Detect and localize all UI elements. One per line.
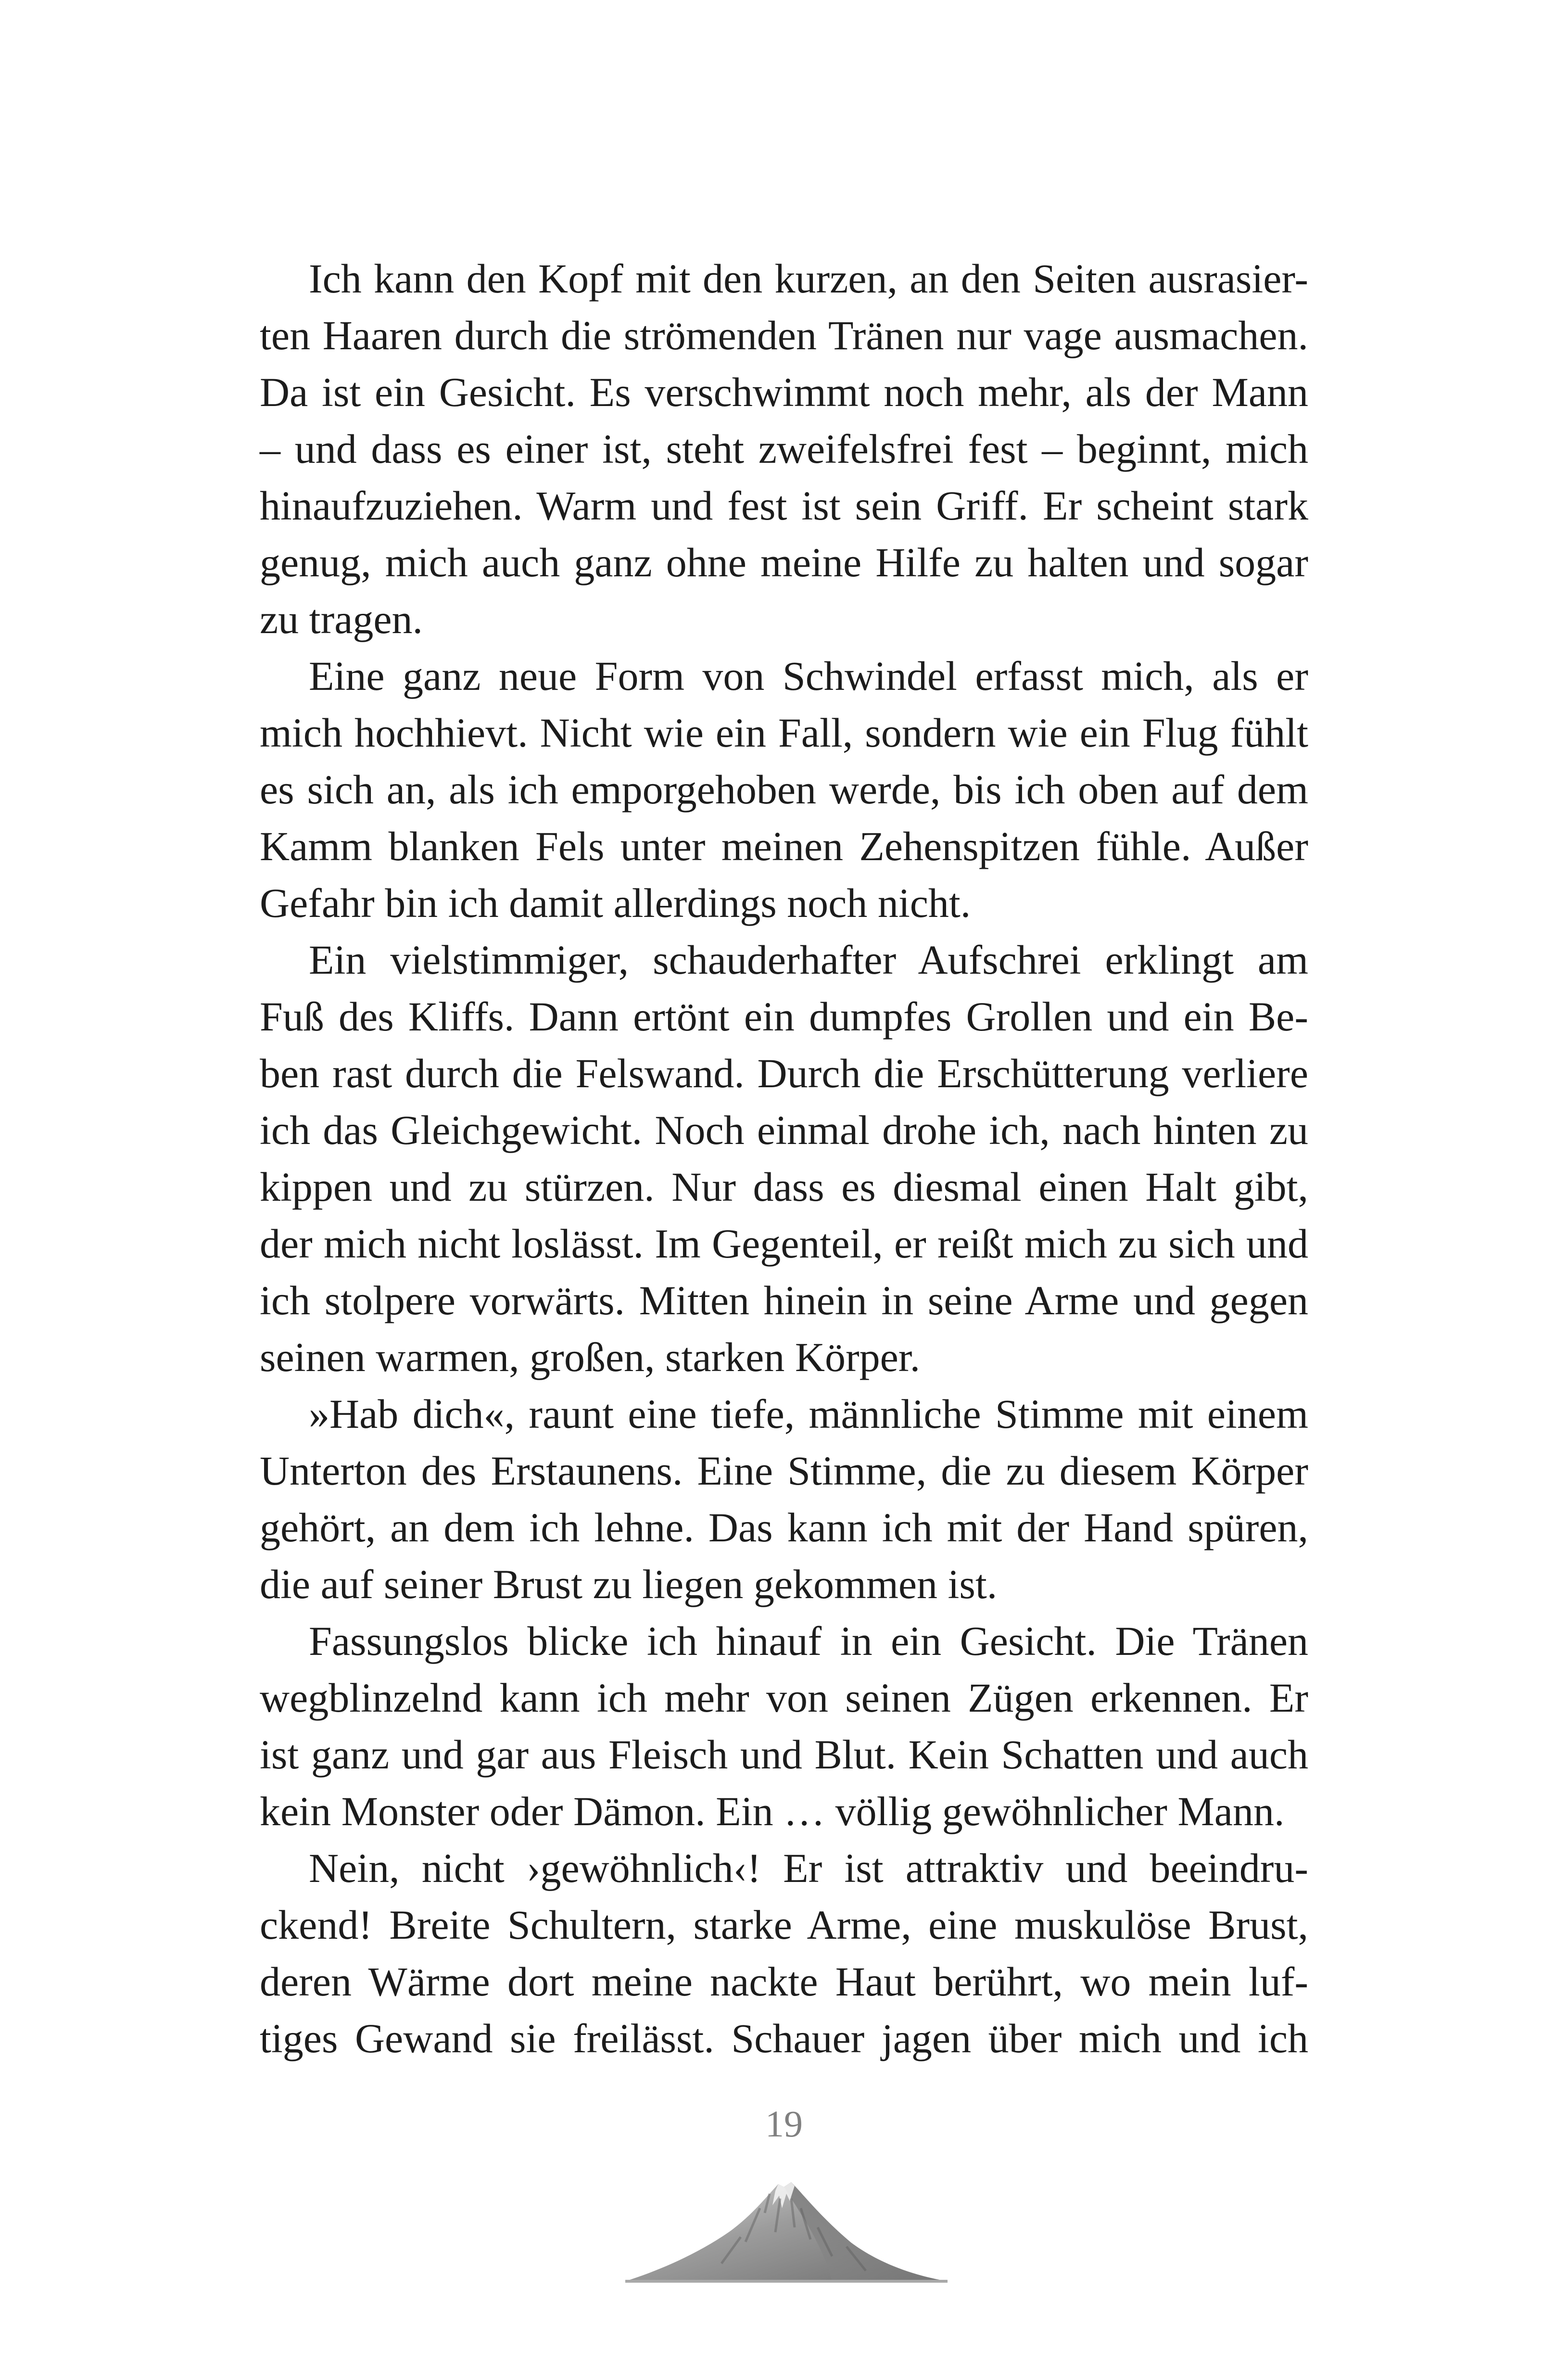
text-line: seinen warmen, großen, starken Körper. (260, 1334, 921, 1380)
mountain-icon (625, 2155, 948, 2290)
text-line: zu tragen. (260, 596, 423, 642)
text-line: kein Monster oder Dämon. Ein … völlig gewöhnlicher Mann. (260, 1788, 1285, 1834)
body-text (260, 250, 1308, 2067)
paragraph (260, 1840, 1308, 2067)
text-line: gehört, an dem ich lehne. Das kann ich mit der Hand spüren, (260, 1504, 1308, 1551)
text-line: Ein vielstimmiger, schauderhafter Aufschrei erklingt am (309, 937, 1308, 983)
text-line: ten Haaren durch die strömenden Tränen nur vage ausmachen. (260, 312, 1308, 358)
text-line: Fuß des Kliffs. Dann ertönt ein dumpfes Grollen und ein Be- (260, 993, 1308, 1040)
text-line: Eine ganz neue Form von Schwindel erfasst mich, als er (309, 653, 1308, 699)
paragraph (260, 250, 1308, 648)
text-line: Da ist ein Gesicht. Es verschwimmt noch mehr, als der Mann (260, 369, 1308, 415)
text-line: ich das Gleichgewicht. Noch einmal drohe ich, nach hinten zu (260, 1107, 1308, 1153)
text-line: die auf seiner Brust zu liegen gekommen ist. (260, 1561, 998, 1607)
paragraph (260, 931, 1308, 1385)
paragraph (260, 1385, 1308, 1613)
text-line: Kamm blanken Fels unter meinen Zehenspitzen fühle. Außer (260, 823, 1308, 869)
text-line: mich hochhievt. Nicht wie ein Fall, sondern wie ein Flug fühlt (260, 710, 1308, 756)
text-line: – und dass es einer ist, steht zweifelsfrei fest – beginnt, mich (260, 426, 1308, 472)
paragraph (260, 648, 1308, 931)
text-line: Fassungslos blicke ich hinauf in ein Gesicht. Die Tränen (309, 1618, 1308, 1664)
text-line: ckend! Breite Schultern, starke Arme, eine muskulöse Brust, (260, 1902, 1308, 1948)
text-line: ist ganz und gar aus Fleisch und Blut. Kein Schatten und auch (260, 1731, 1308, 1778)
text-line: Gefahr bin ich damit allerdings noch nicht. (260, 880, 971, 926)
text-line: ben rast durch die Felswand. Durch die Erschütterung verliere (260, 1050, 1308, 1096)
text-line: Nein, nicht ›gewöhnlich‹! Er ist attraktiv und beeindru- (309, 1845, 1308, 1891)
text-line: es sich an, als ich emporgehoben werde, bis ich oben auf dem (260, 766, 1308, 813)
text-line: ich stolpere vorwärts. Mitten hinein in seine Arme und gegen (260, 1277, 1308, 1323)
text-line: wegblinzelnd kann ich mehr von seinen Zügen erkennen. Er (260, 1675, 1308, 1721)
text-line: tiges Gewand sie freilässt. Schauer jagen über mich und ich (260, 2015, 1308, 2061)
text-line: Unterton des Erstaunens. Eine Stimme, die zu diesem Körper (260, 1448, 1308, 1494)
text-line: genug, mich auch ganz ohne meine Hilfe zu halten und sogar (260, 539, 1308, 585)
text-line: der mich nicht loslässt. Im Gegenteil, er reißt mich zu sich und (260, 1220, 1308, 1267)
text-line: hinaufzuziehen. Warm und fest ist sein Griff. Er scheint stark (260, 483, 1308, 529)
text-line: Ich kann den Kopf mit den kurzen, an den Seiten ausrasier- (309, 255, 1308, 302)
page-number: 19 (765, 2103, 803, 2145)
text-line: deren Wärme dort meine nackte Haut berührt, wo mein luf- (260, 1958, 1308, 2005)
text-line: »Hab dich«, raunt eine tiefe, männliche Stimme mit einem (309, 1391, 1308, 1437)
paragraph (260, 1613, 1308, 1840)
text-line: kippen und zu stürzen. Nur dass es diesmal einen Halt gibt, (260, 1164, 1308, 1210)
